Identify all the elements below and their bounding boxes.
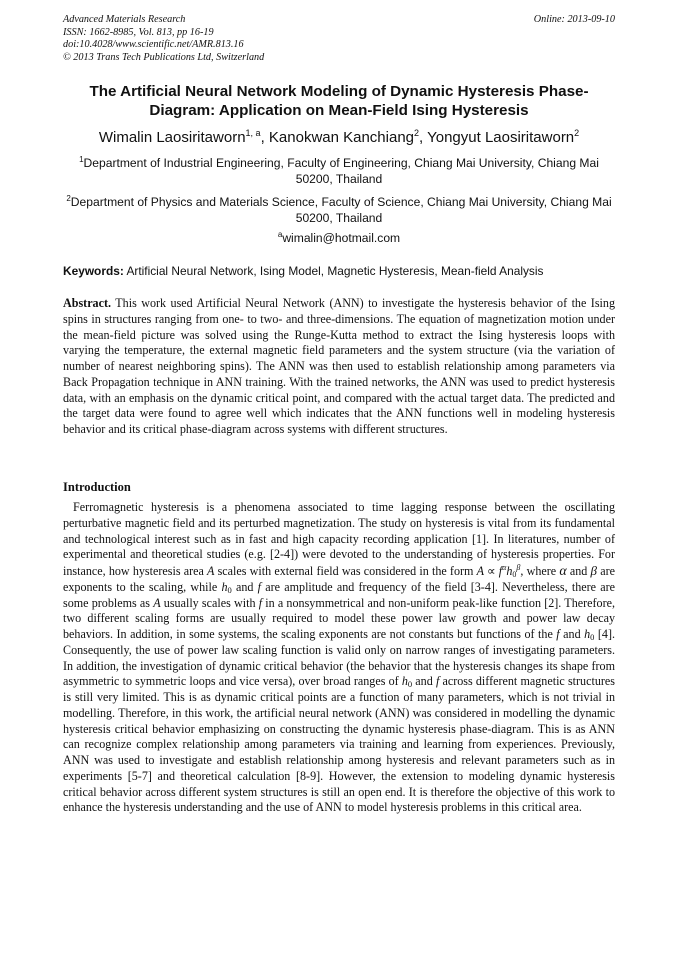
intro-text: are amplitude and frequency of the field [3-4]. Nevertheless, there are some problems as [63,579,616,610]
abstract-text: This work used Artificial Neural Network (ANN) to investigate the hysteresis behavior of the Ising spins in structures ranging from one- to two- and three-dimensions. The equation of magnetization motion under the mean-field picture was solved using the Runge-Kutta method to extract the Ising hysteresis loops with varying the temperature, the external magnetic field parameters and the system structure (via the variation of number of nearest neighboring spins). The ANN was then used to establish relationship among parameters via Back Propagation technique in ANN training. With the trained networks, the ANN was used to predict hysteresis data, with an emphasis on the dynamic critical point, and compared with the actual target data. The predicted and the target data were found to agree well which indicates that the ANN functions well in modeling hysteresis behavior and its critical phase-diagram across systems with different structures. [63,296,615,436]
math-f: f [556,627,560,641]
math-h: h [584,627,591,641]
online-date: Online: 2013-09-10 [533,14,615,25]
scaling-formula [477,564,521,578]
formula-h: h [506,564,513,578]
author-separator: , [419,129,428,146]
intro-text: and [566,564,591,578]
author-name: Yongyut Laosiritaworn [427,129,575,146]
math-h-subscript: 0 [590,632,595,642]
math-alpha: α [559,564,567,579]
section-heading-introduction: Introduction [63,480,131,494]
math-f: f [258,595,263,610]
math-f: f [257,579,262,594]
formula-alpha-exponent: α [502,563,507,572]
email-mark: a [277,230,283,239]
affiliation-1 [63,155,615,187]
intro-text: [4]. Consequently, the use of power law scaling function is valid only on narrow ranges of investigating parameters. In addition, the investigation of dynamic critical behavior (the behavior that the hysteresis changes its shape from asymmetric to symmetric loops and vice versa), over broad ranges of [63,627,615,689]
abstract-label: Abstract. [63,296,112,310]
intro-text: and [231,579,258,594]
author-name: Kanokwan Kanchiang [268,129,415,146]
intro-text: across different magnetic structures is still very limited. This is as dynamic critical points are a function of many parameters, which is not trivial in modelling. Therefore, in this work, the artificial neural network (ANN) was considered in modelling the dynamic hysteresis critical behavior emphasizing on constructing the dynamic hysteresis phase-diagram. This is as ANN can recognize complex relationship among parameters via training and learning from experiences. Previously, ANN was used to investigate and establish relationship among hysteresis and relevant parameters such as in experiments [5-7] and theoretical calculation [8-9]. However, the extension to modeling dynamic hysteresis critical behavior across different system structures is still an open end. It is therefore the objective of this work to enhance the hysteresis understanding and the use of ANN to model hysteresis problems in this critical area. [63,674,615,815]
intro-text: and [412,674,436,689]
affiliation-text: Department of Physics and Materials Science, Faculty of Science, Chiang Mai University, Chiang Mai 50200, Thailand [70,195,612,225]
intro-text: , where [520,564,560,578]
journal-issn: ISSN: 1662-8985, Vol. 813, pp 16-19 [63,26,214,38]
formula-h-subscript: 0 [512,570,517,579]
keywords-text: Artificial Neural Network, Ising Model, Magnetic Hysteresis, Mean-field Analysis [126,264,544,278]
author-affiliation-mark: 1, a [245,128,261,138]
math-h-subscript: 0 [227,584,232,595]
math-variable-A: A [207,564,215,578]
journal-header [63,14,615,64]
author-affiliation-mark: 2 [414,128,420,138]
intro-text: usually scales with [160,595,259,610]
keywords-label: Keywords: [63,264,124,278]
contact-email [63,230,615,246]
introduction-paragraph [63,500,615,816]
paper-title: The Artificial Neural Network Modeling of Dynamic Hysteresis Phase-Diagram: Application on Mean-Field Ising Hysteresis [89,83,589,119]
affiliation-mark: 1 [79,155,84,164]
journal-doi[interactable]: doi:10.4028/www.scientific.net/AMR.813.16 [63,39,244,50]
formula-lhs: A [476,564,484,578]
email-address[interactable]: wimalin@hotmail.com [282,231,401,245]
author-separator: , [260,129,269,146]
affiliation-mark: 2 [66,194,71,203]
math-beta: β [590,563,598,578]
math-h: h [221,579,228,594]
journal-copyright: © 2013 Trans Tech Publications Ltd, Switzerland [63,51,265,63]
math-h: h [401,674,408,689]
affiliation-2 [63,194,615,226]
math-h-subscript: 0 [407,679,413,690]
intro-text: and [559,627,585,641]
abstract [63,296,615,438]
intro-text: are exponents to the scaling, while [63,564,615,594]
formula-f: f [498,564,503,578]
intro-text: in a nonsymmetrical and non-uniform peak-like function [2]. Therefore, two different scaling forms are usually required to model these power law growth and power law decay behaviors. In addition, in some systems, the scaling exponents are not constants but functions of the [63,595,615,641]
journal-name: Advanced Materials Research [63,14,186,25]
affiliation-text: Department of Industrial Engineering, Faculty of Engineering, Chiang Mai University, Chiang Mai 50200, Thailand [83,156,599,186]
formula-beta-exponent: β [516,563,521,572]
intro-text: Ferromagnetic hysteresis is a phenomena associated to time lagging response between the oscillating perturbative magnetic field and its perturbed magnetization. The study on hysteresis is vital from its fundamental and technological interest such as in fast and high capacity recording application [1]. In literatures, number of experimental and theoretical studies (e.g. [2-4]) were devoted to the understanding of hysteresis properties. For instance, how hysteresis area [63,500,615,578]
formula-proportional-sign: ∝ [486,564,496,578]
keywords [63,264,615,279]
intro-text: scales with external field was considered in the form [214,564,477,578]
author-affiliation-mark: 2 [574,128,580,138]
math-variable-A: A [153,595,161,610]
author-list [63,128,615,147]
author-name: Wimalin Laosiritaworn [98,129,246,146]
math-f: f [435,674,440,689]
